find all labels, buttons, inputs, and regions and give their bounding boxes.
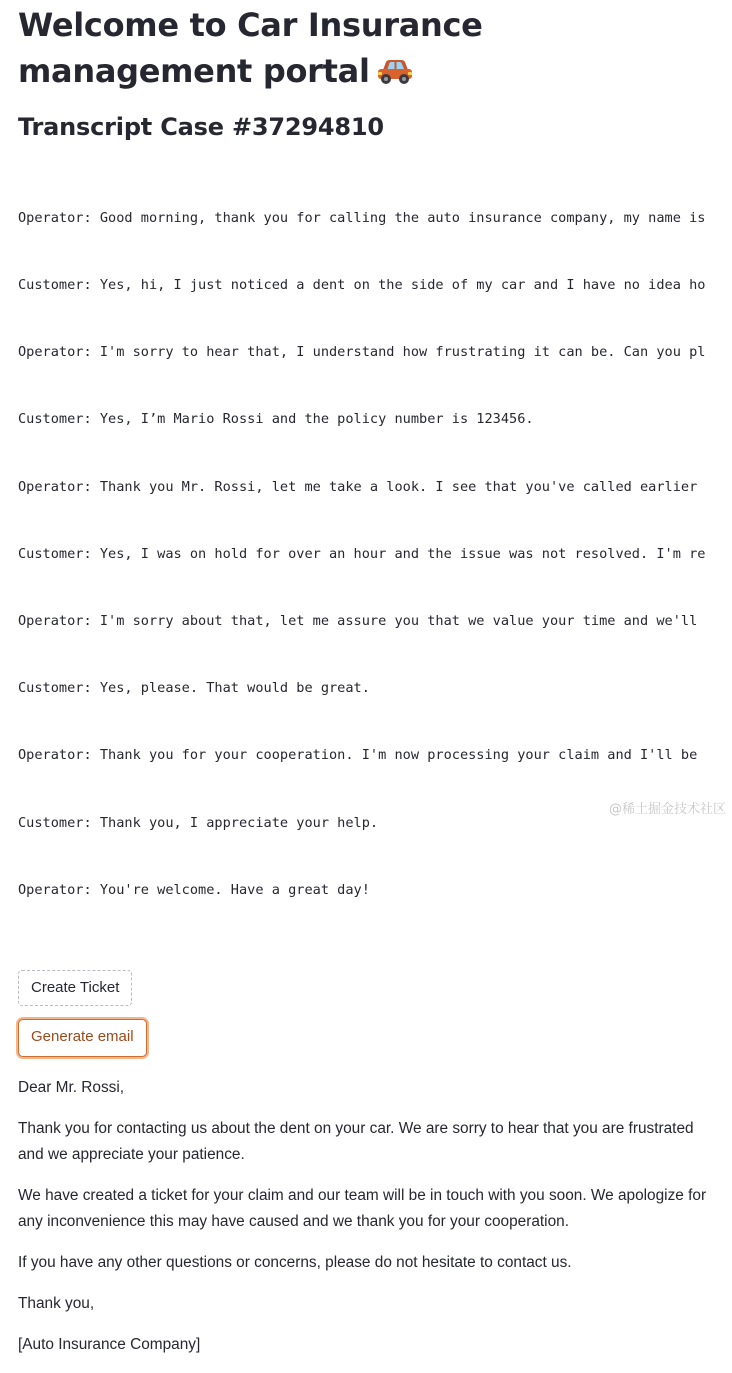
email-signature: [Auto Insurance Company] — [18, 1336, 201, 1354]
page-title — [18, 0, 658, 94]
transcript-line: Operator: I'm sorry to hear that, I understand how frustrating it can be. Can you pl — [18, 344, 706, 361]
create-ticket-row — [18, 946, 732, 1006]
transcript-line: Operator: You're welcome. Have a great day! — [18, 881, 370, 898]
main-content — [18, 0, 732, 1373]
generated-email — [18, 1075, 718, 1358]
transcript-line: Operator: I'm sorry about that, let me assure you that we value your time and we'll — [18, 613, 698, 630]
generate-email-row — [18, 1006, 732, 1057]
generate-email-button[interactable]: Generate email — [18, 1019, 147, 1057]
transcript-line: Customer: Yes, I’m Mario Rossi and the policy number is 123456. — [18, 411, 534, 428]
email-paragraph: Thank you for contacting us about the dent on your car. We are sorry to hear that you are frustrated and we appreciate your patience. — [18, 1120, 694, 1164]
transcript-line: Customer: Yes, hi, I just noticed a dent on the side of my car and I have no idea ho — [18, 277, 706, 294]
transcript-line: Operator: Thank you for your cooperation. I'm now processing your claim and I'll be — [18, 747, 698, 764]
page-title-text: Welcome to Car Insurance management portal — [18, 6, 483, 90]
transcript-line: Operator: Thank you Mr. Rossi, let me take a look. I see that you've called earlier — [18, 478, 698, 495]
transcript-line: Customer: Thank you, I appreciate your help. — [18, 814, 379, 831]
car-emoji-icon — [376, 57, 414, 85]
transcript-line: Operator: Good morning, thank you for calling the auto insurance company, my name is — [18, 209, 706, 226]
email-closing: Thank you, — [18, 1295, 95, 1313]
watermark: @稀土掘金技术社区 — [608, 802, 726, 817]
case-heading: Transcript Case #37294810 — [18, 113, 384, 141]
create-ticket-button[interactable]: Create Ticket — [18, 970, 132, 1006]
transcript-line: Customer: Yes, I was on hold for over an hour and the issue was not resolved. I'm re — [18, 545, 706, 562]
transcript-block — [18, 162, 732, 946]
email-paragraph: If you have any other questions or concerns, please do not hesitate to contact us. — [18, 1254, 572, 1272]
email-greeting: Dear Mr. Rossi, — [18, 1079, 125, 1097]
transcript-line: Customer: Yes, please. That would be great. — [18, 680, 370, 697]
email-paragraph: We have created a ticket for your claim and our team will be in touch with you soon. We apologize for any inconvenience this may have caused and we thank you for your cooperation. — [18, 1187, 707, 1231]
